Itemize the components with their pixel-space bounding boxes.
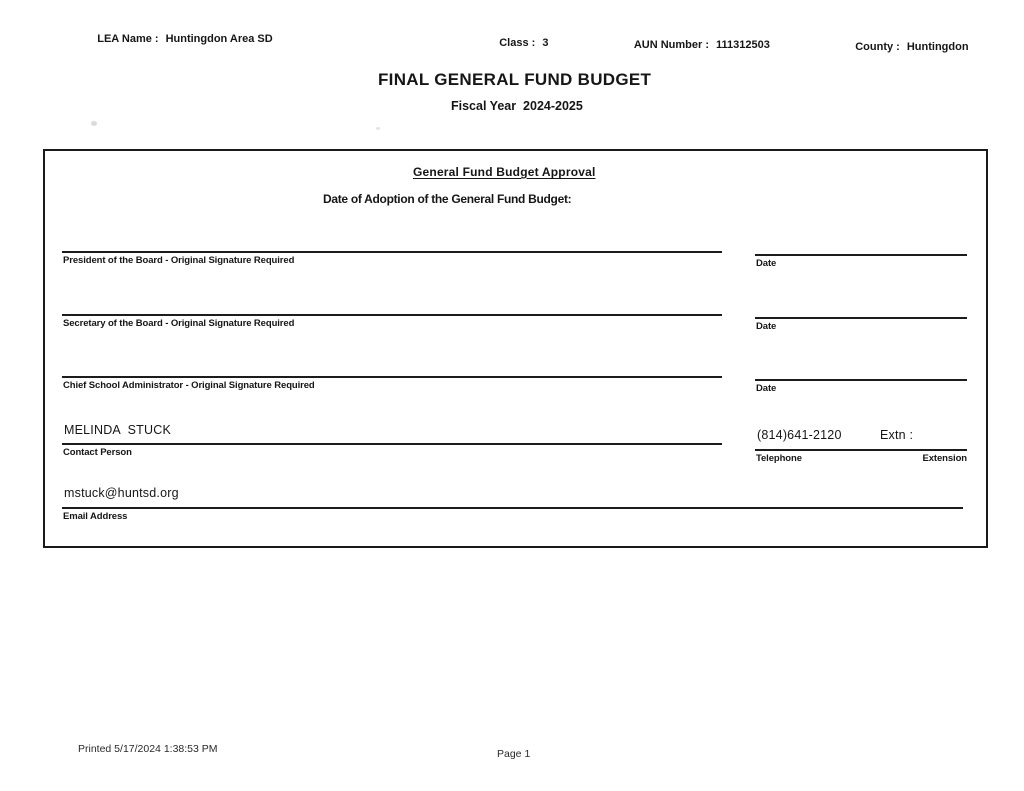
telephone-value: (814)641-2120	[757, 428, 842, 442]
scan-artifact	[91, 121, 97, 126]
adoption-date-label: Date of Adoption of the General Fund Budget:	[323, 192, 572, 206]
extension-label: Extension	[922, 453, 967, 464]
contact-person-line	[62, 443, 722, 445]
administrator-date-line	[755, 379, 967, 381]
administrator-signature-line	[62, 376, 722, 378]
scan-artifact	[376, 127, 380, 130]
contact-person-value: MELINDA STUCK	[64, 423, 171, 437]
class-label: Class :	[499, 37, 536, 50]
president-date-line	[755, 254, 967, 256]
approval-box	[43, 149, 988, 548]
administrator-date-label: Date	[756, 383, 777, 394]
page-number: Page 1	[497, 748, 531, 760]
email-address-line	[62, 507, 963, 509]
secretary-date-line	[755, 317, 967, 319]
fiscal-year-subtitle: Fiscal Year 2024-2025	[451, 99, 583, 113]
county-value: Huntingdon	[906, 41, 969, 54]
secretary-signature-line	[62, 314, 722, 316]
class-field	[487, 24, 548, 64]
secretary-signature-label: Secretary of the Board - Original Signature Required	[63, 318, 295, 329]
aun-number-value: 111312503	[716, 39, 770, 52]
president-signature-label: President of the Board - Original Signature Required	[63, 255, 295, 266]
lea-name-value: Huntingdon Area SD	[165, 33, 273, 46]
approval-box-heading: General Fund Budget Approval	[413, 165, 596, 179]
aun-number-label: AUN Number :	[633, 39, 709, 52]
secretary-date-label: Date	[756, 321, 777, 332]
extn-label: Extn :	[880, 428, 914, 442]
aun-number-field	[622, 26, 770, 66]
lea-name-label: LEA Name :	[97, 33, 159, 46]
lea-name-field	[85, 20, 273, 60]
class-value: 3	[542, 37, 549, 50]
email-address-value: mstuck@huntsd.org	[64, 486, 179, 500]
president-signature-line	[62, 251, 722, 253]
county-label: County :	[855, 41, 900, 54]
email-address-label: Email Address	[63, 511, 128, 522]
telephone-label: Telephone	[756, 453, 802, 464]
printed-timestamp: Printed 5/17/2024 1:38:53 PM	[78, 743, 218, 755]
administrator-signature-label: Chief School Administrator - Original Signature Required	[63, 380, 315, 391]
president-date-label: Date	[756, 258, 777, 269]
page-title: FINAL GENERAL FUND BUDGET	[378, 70, 652, 89]
county-field	[843, 28, 969, 68]
telephone-line	[755, 449, 967, 451]
contact-person-label: Contact Person	[63, 447, 132, 458]
